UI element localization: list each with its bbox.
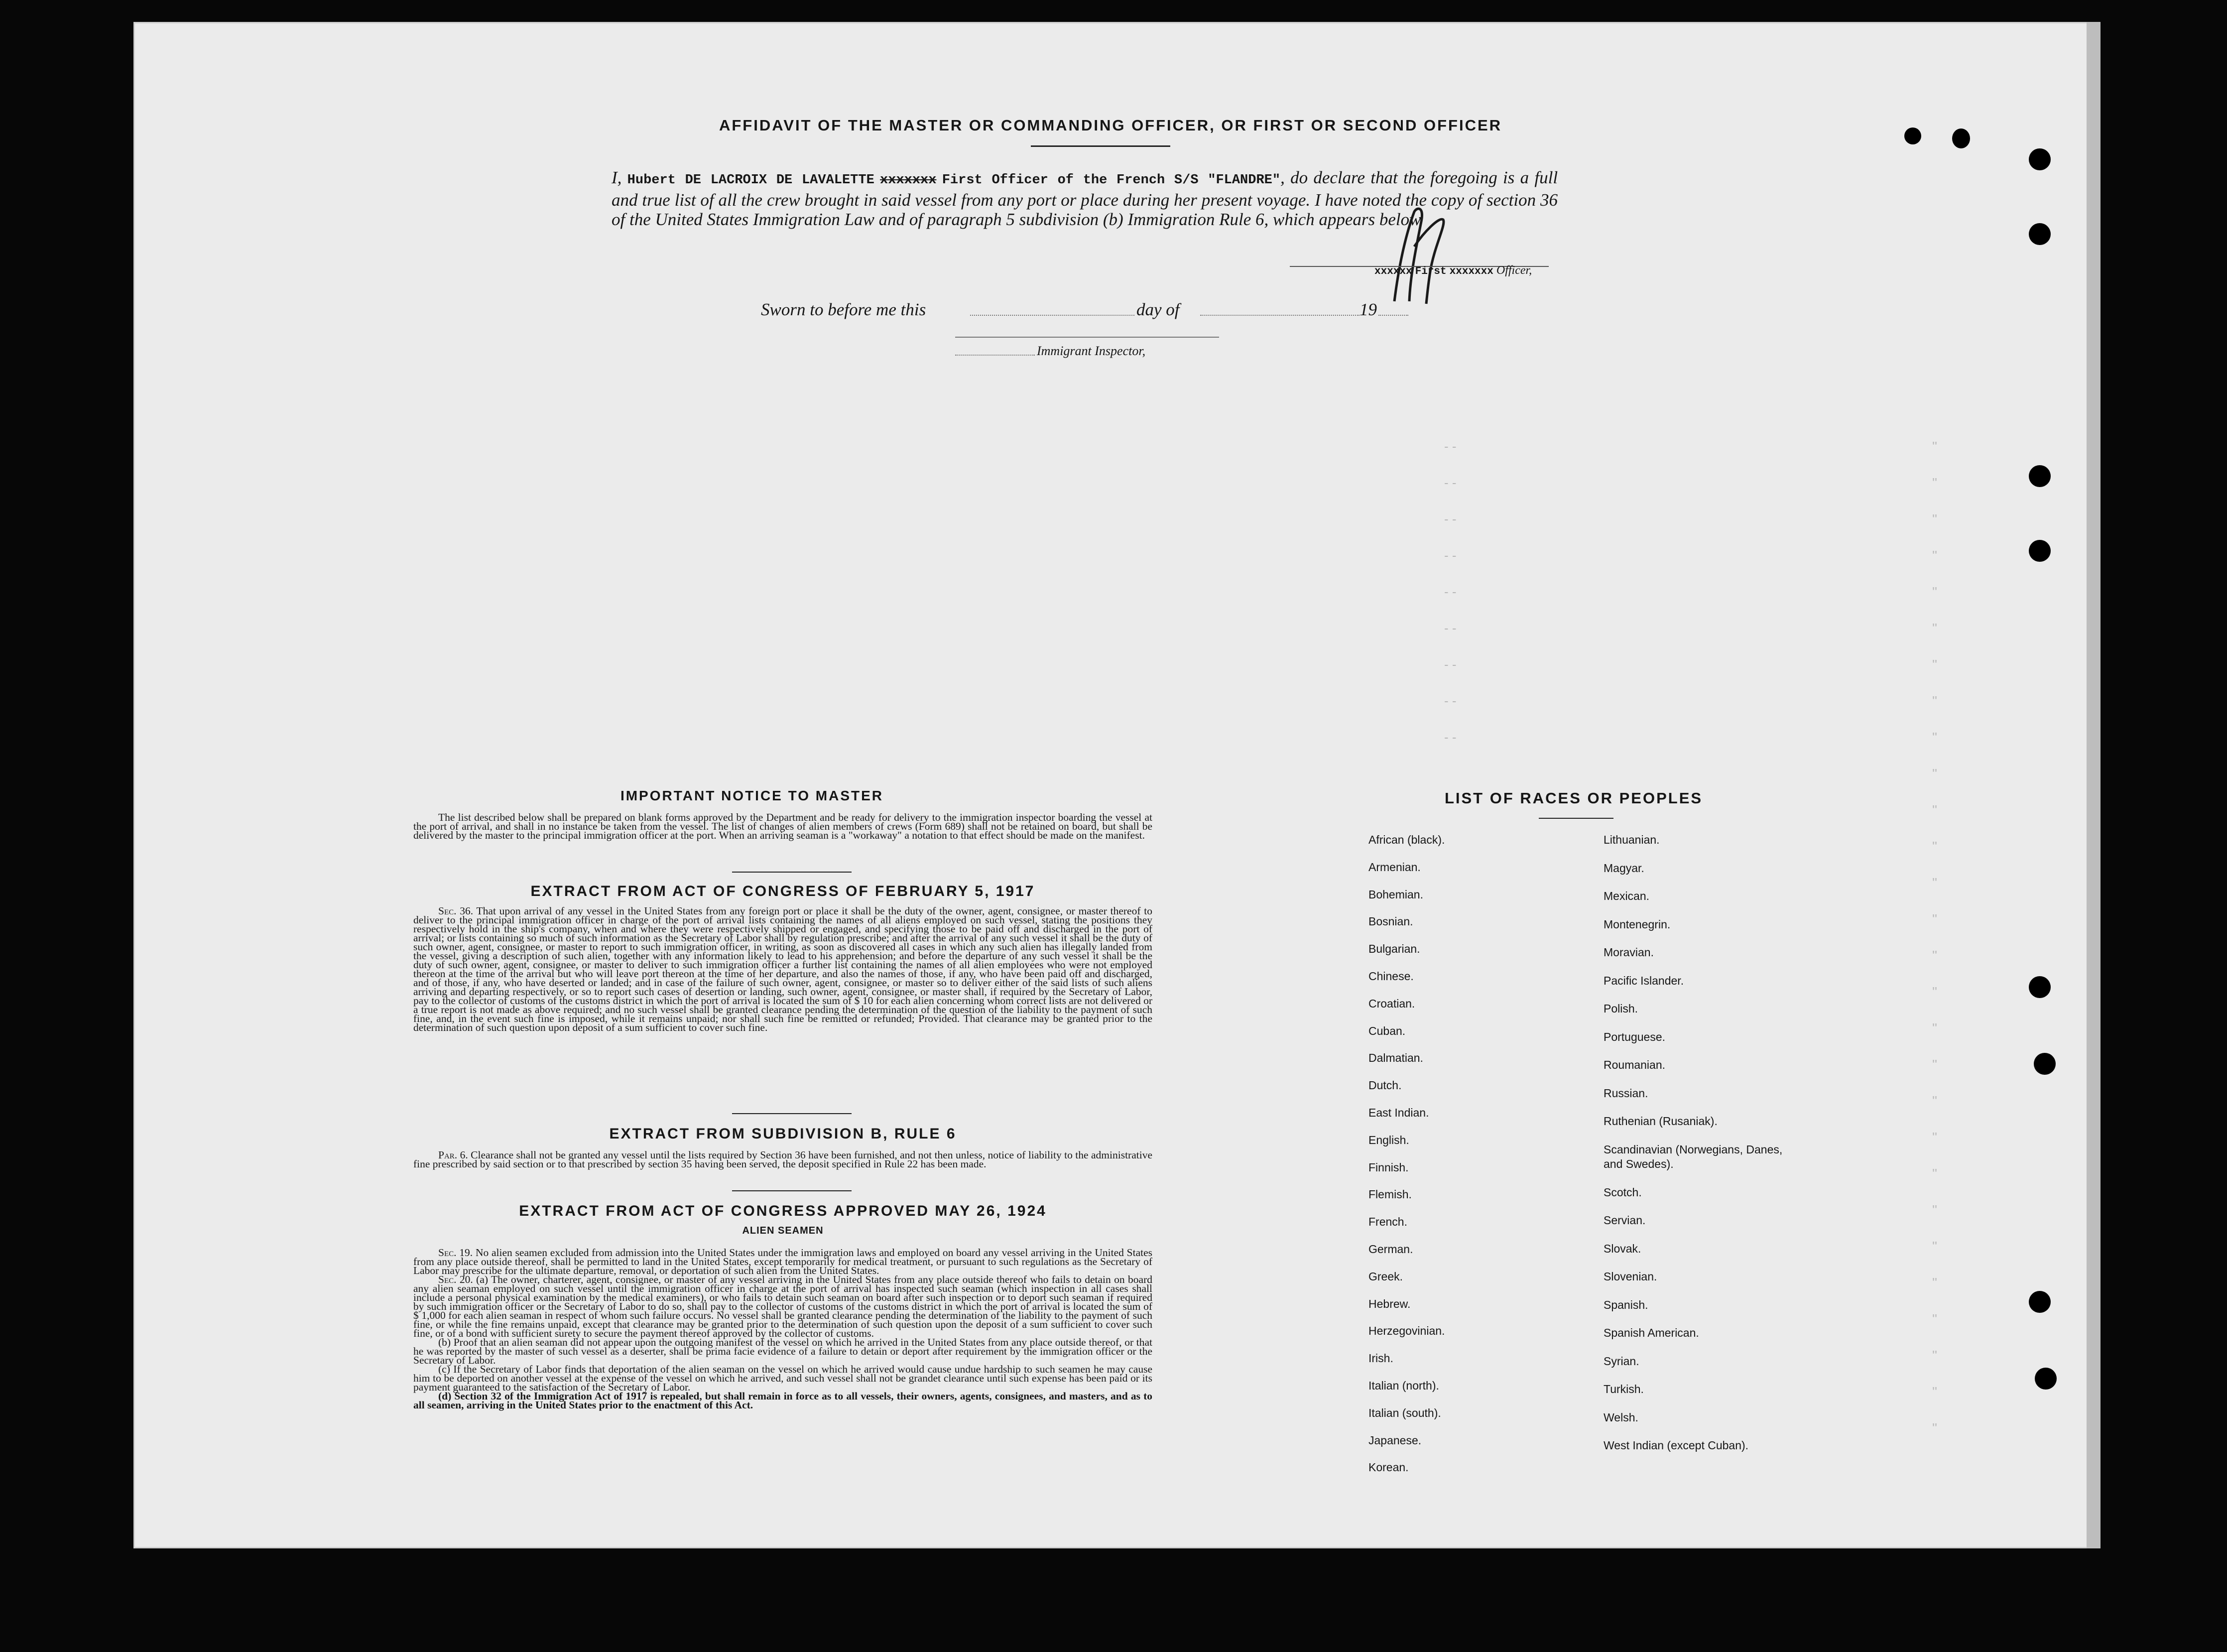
bleed-through-marks: '' '' '' '' '' '' '' '' '' '' '' '' '' '' '' '' '' '' '' '' '' '' '' '' '' '' '' '' (1932, 439, 1937, 1435)
race-item: Slovenian. (1604, 1270, 1657, 1283)
section-text: (a) The owner, charterer, agent, consignee, or master of any vessel arriving in the United States from any place outside thereof who fails to detain on board any alien seaman employed on such vessel until the immigration officer in charge at the port of arrival has inspected such seaman (which inspection in all cases shall include a personal physical examination by the medical examiners), or who fails to detain such seaman on board after such inspection or to deport such seaman if required by such immigration officer or the Secretary of Labor to do so, shall pay to the collector of customs of the customs district in which the port of arrival is located the sum of $ 1,000 for each alien seaman in respect of whom such failure occurs. No vessel shall be granted clearance pending the determination of the liability to the payment of such fine, or while the fine remains unpaid, except that clearance may be granted prior to the determination of such question upon the deposit of a sum sufficient to cover such fine, or of a bond with sufficient surety to secure the payment thereof approved by the collector of customs. (413, 1273, 1153, 1339)
section-rule (732, 1113, 852, 1114)
extract-1917-heading: EXTRACT FROM ACT OF CONGRESS OF FEBRUARY 5, 1917 (530, 883, 1035, 899)
inspector-line (955, 337, 1219, 338)
declaration-i: I, (612, 168, 622, 187)
punch-hole (2035, 1368, 2057, 1390)
race-item: Polish. (1604, 1002, 1638, 1015)
race-item: Armenian. (1368, 860, 1421, 874)
punch-hole (1952, 128, 1970, 148)
race-item: Herzegovinian. (1368, 1324, 1445, 1338)
inspector-dots (955, 355, 1035, 356)
race-item: Roumanian. (1604, 1058, 1666, 1071)
race-item: Servian. (1604, 1214, 1646, 1227)
race-item: Italian (north). (1368, 1379, 1439, 1392)
race-item: Montenegrin. (1604, 917, 1671, 931)
races-rule (1539, 818, 1613, 819)
race-item: Scandinavian (Norwegians, Danes, and Swedes). (1604, 1143, 1783, 1170)
race-item: Welsh. (1604, 1410, 1638, 1424)
paragraph-text: Clearance shall not be granted any vessel until the lists required by Section 36 have been furnished, and not then unless, notice of liability to the administrative fine prescribed by said section or to that prescribed by section 35 having been served, the deposit specified in Rule 22 has been made. (413, 1149, 1152, 1170)
race-item: East Indian. (1368, 1106, 1429, 1119)
race-item: English. (1368, 1133, 1409, 1146)
races-heading: LIST OF RACES OR PEOPLES (1444, 789, 1703, 807)
punch-hole (2029, 540, 2051, 562)
section-label: Sec. 19. (438, 1247, 473, 1259)
day-blank (970, 315, 1134, 316)
race-item: Italian (south). (1368, 1406, 1441, 1419)
section-text: That upon arrival of any vessel in the United States from any foreign port or place it shall be the duty of the owner, agent, consignee, or master thereof to deliver to the principal immigration officer in charge of the port of arrival lists containing the names of all aliens employed on such vessel, stating the positions they respectively hold in the ship's company, when and where they were respectively shipped or engaged, and specifying those to be paid off and discharged in the port of arrival; or lists containing so much of such information as the Secretary of Labor shall by regulation prescribe; and after the arrival of any such vessel it shall be the duty of such owner, agent, consignee, or master to report to such immigration officer, in writing, as soon as discovered all cases in which any such alien has illegally landed from the vessel, giving a description of such alien, together with any information likely to lead to his apprehension; and before the departure of any such vessel it shall be the duty of such owner, agent, consignee, or master to deliver to such immigration officer a further list containing the names of all alien employees who were not employed thereon at the time of the arrival but who will leave port thereon at the time of her departure, and also the names of those, if any, who have been paid off and discharged, and of those, if any, who have deserted or landed; and in case of the failure of such owner, agent, consignee, or master so to deliver either of the said lists of such aliens arriving and departing respectively, or so to report such cases of desertion or landing, such owner, agent, consignee, or master shall, if required by the Secretary of Labor, pay to the collector of customs of the customs district in which the port of arrival is located the sum of $ 10 for each alien concerning whom correct lists are not delivered or a true report is not made as above required; and no such vessel shall be granted clearance pending the determination of the question of the liability to the payment of such fine, and, in the event such fine is imposed, while it remains unpaid; nor shall such fine be remitted or refunded; Provided. That clearance may be granted prior to the determination of such question upon deposit of a sum sufficient to cover such fine. (413, 905, 1152, 1033)
race-item: Mexican. (1604, 890, 1650, 902)
race-item: Lithuanian. (1604, 833, 1660, 846)
punch-hole (2029, 465, 2051, 487)
extract-1917-text (413, 906, 1152, 1032)
paragraph-label: Par. 6. (438, 1149, 468, 1161)
sec20b-paragraph: (b) Proof that an alien seaman did not appear upon the outgoing manifest of the vessel on which he arrived in the United States from any place outside thereof, or that he was reported by the master of such vessel as a deserter, shall be prima facie evidence of a failure to detain or deport after requirement by the immigration officer or the Secretary of Labor. (413, 1336, 1152, 1366)
signature-officer: Officer, (1496, 264, 1532, 277)
extract-rule6-text (413, 1150, 1152, 1168)
sworn-year: 19 (1360, 300, 1377, 319)
sec20-paragraph (413, 1275, 1152, 1338)
race-item: Bohemian. (1368, 888, 1423, 901)
sec20d-paragraph: (d) Section 32 of the Immigration Act of 1917 is repealed, but shall remain in force as to all vessels, their owners, agents, consignees, and masters, and as to all seamen, arriving in the United States prior to the enactment of this Act. (413, 1390, 1152, 1411)
race-item: Irish. (1368, 1352, 1393, 1365)
section-label: Sec. 36. (438, 905, 474, 917)
officer-role: First Officer of the French S/S "FLANDRE" (942, 173, 1281, 188)
race-item: Japanese. (1368, 1433, 1422, 1447)
affidavit-title: AFFIDAVIT OF THE MASTER OR COMMANDING OFFICER, OR FIRST OR SECOND OFFICER (719, 117, 1502, 134)
race-item: Greek. (1368, 1270, 1403, 1283)
race-item: Bulgarian. (1368, 942, 1420, 956)
section-rule (732, 1190, 852, 1191)
declaration-do-declare: , do declare (1280, 168, 1365, 187)
race-item: German. (1368, 1243, 1413, 1256)
notice-text: The list described below shall be prepared on blank forms approved by the Department and be ready for delivery to the immigration inspector boarding the vessel at the port of arrival, and shall in no instance be taken from the vessel. The list of changes of alien members of crews (Form 689) shall not be retained on board, but shall be delivered by the master to the principal immigration officer at the port. When an arriving seaman is a "workaway" a notation to that effect should be made on the manifest. (413, 811, 1152, 841)
race-item: Cuban. (1368, 1024, 1406, 1037)
race-item: West Indian (except Cuban). (1604, 1439, 1749, 1452)
race-item: Slovak. (1604, 1242, 1641, 1255)
race-item: Bosnian. (1368, 915, 1413, 928)
punch-hole (2034, 1053, 2056, 1075)
punch-hole (2029, 1291, 2051, 1313)
alien-seamen-subheading: ALIEN SEAMEN (742, 1225, 824, 1236)
sworn-day-of: day of (1136, 300, 1180, 319)
extract-rule6-heading: EXTRACT FROM SUBDIVISION B, RULE 6 (609, 1126, 957, 1142)
sec20c-paragraph: (c) If the Secretary of Labor finds that deportation of the alien seaman on the vessel on which he arrived would cause undue hardship to such seamen he may cause him to be deported on another vessel at the expense of the vessel on which he arrived, and such vessel shall not be grandet clearance until such expense has been paid or its payment guaranteed to the satisfaction of the Secretary of Labor. (413, 1363, 1152, 1393)
section-rule (732, 872, 852, 873)
race-item: Moravian. (1604, 946, 1654, 959)
punch-hole (2029, 148, 2051, 170)
race-item: Dutch. (1368, 1079, 1402, 1092)
race-item: Spanish American. (1604, 1326, 1699, 1339)
title-rule (1031, 145, 1170, 147)
race-item: Finnish. (1368, 1160, 1409, 1174)
race-item: Croatian. (1368, 997, 1415, 1010)
sec19-paragraph (413, 1248, 1152, 1275)
section-label: Sec. 20. (438, 1273, 473, 1285)
race-item: French. (1368, 1215, 1407, 1229)
sworn-label: Sworn to before me this (761, 300, 926, 319)
struck-text: xxxxxxx (1449, 266, 1493, 277)
declaration-body: that the foregoing is a full and true list of all the crew brought in said vessel from any port or place during her present voyage. I have noted the copy of section 36 of the United States Immigration Law and of paragraph 5 subdivision (b) Immigration Rule 6, which appears below (612, 168, 1558, 229)
race-item: Turkish. (1604, 1383, 1644, 1396)
race-item: Ruthenian (Rusaniak). (1604, 1115, 1718, 1128)
punch-hole (2029, 223, 2051, 245)
race-item: Scotch. (1604, 1185, 1642, 1199)
race-item: African (black). (1368, 833, 1445, 846)
handwritten-signature (1384, 202, 1454, 311)
extract-1924-heading: EXTRACT FROM ACT OF CONGRESS APPROVED MAY 26, 1924 (519, 1203, 1047, 1219)
race-item: Spanish. (1604, 1298, 1648, 1311)
struck-text: xxxxxxx (880, 173, 937, 188)
signature-title (1374, 264, 1532, 277)
race-item: Syrian. (1604, 1354, 1639, 1368)
notice-heading: IMPORTANT NOTICE TO MASTER (620, 788, 884, 803)
race-item: Flemish. (1368, 1188, 1412, 1201)
extract-1924-text (413, 1248, 1152, 1409)
month-blank (1200, 315, 1360, 316)
punch-hole (1904, 127, 1921, 144)
race-item: Portuguese. (1604, 1030, 1666, 1043)
race-item: Russian. (1604, 1086, 1648, 1100)
race-item: Magyar. (1604, 861, 1644, 875)
page-edge (2087, 22, 2101, 1548)
year-blank (1378, 315, 1408, 316)
struck-text: xxxxxx (1374, 266, 1412, 277)
officer-name: Hubert DE LACROIX DE LAVALETTE (627, 173, 874, 188)
signature-first: First (1415, 266, 1447, 277)
immigrant-inspector-label: Immigrant Inspector, (1037, 344, 1146, 358)
race-item: Dalmatian. (1368, 1051, 1423, 1065)
race-item: Hebrew. (1368, 1297, 1411, 1310)
race-item: Pacific Islander. (1604, 974, 1684, 987)
race-item: Chinese. (1368, 970, 1414, 983)
bleed-through-marks: - - - - - - - - - - - - - - - - - - (1444, 439, 1457, 745)
race-item: Korean. (1368, 1461, 1409, 1474)
section-text: No alien seamen excluded from admission into the United States under the immigration laws and employed on board any vessel arriving in the United States from any place outside thereof, shall be permitted to land in the United States, except temporarily for medical treatment, or pursuant to such regulations as the Secretary of Labor may prescribe for the ultimate departure, removal, or deportation of such alien from the United States. (413, 1247, 1152, 1276)
punch-hole (2029, 976, 2051, 998)
